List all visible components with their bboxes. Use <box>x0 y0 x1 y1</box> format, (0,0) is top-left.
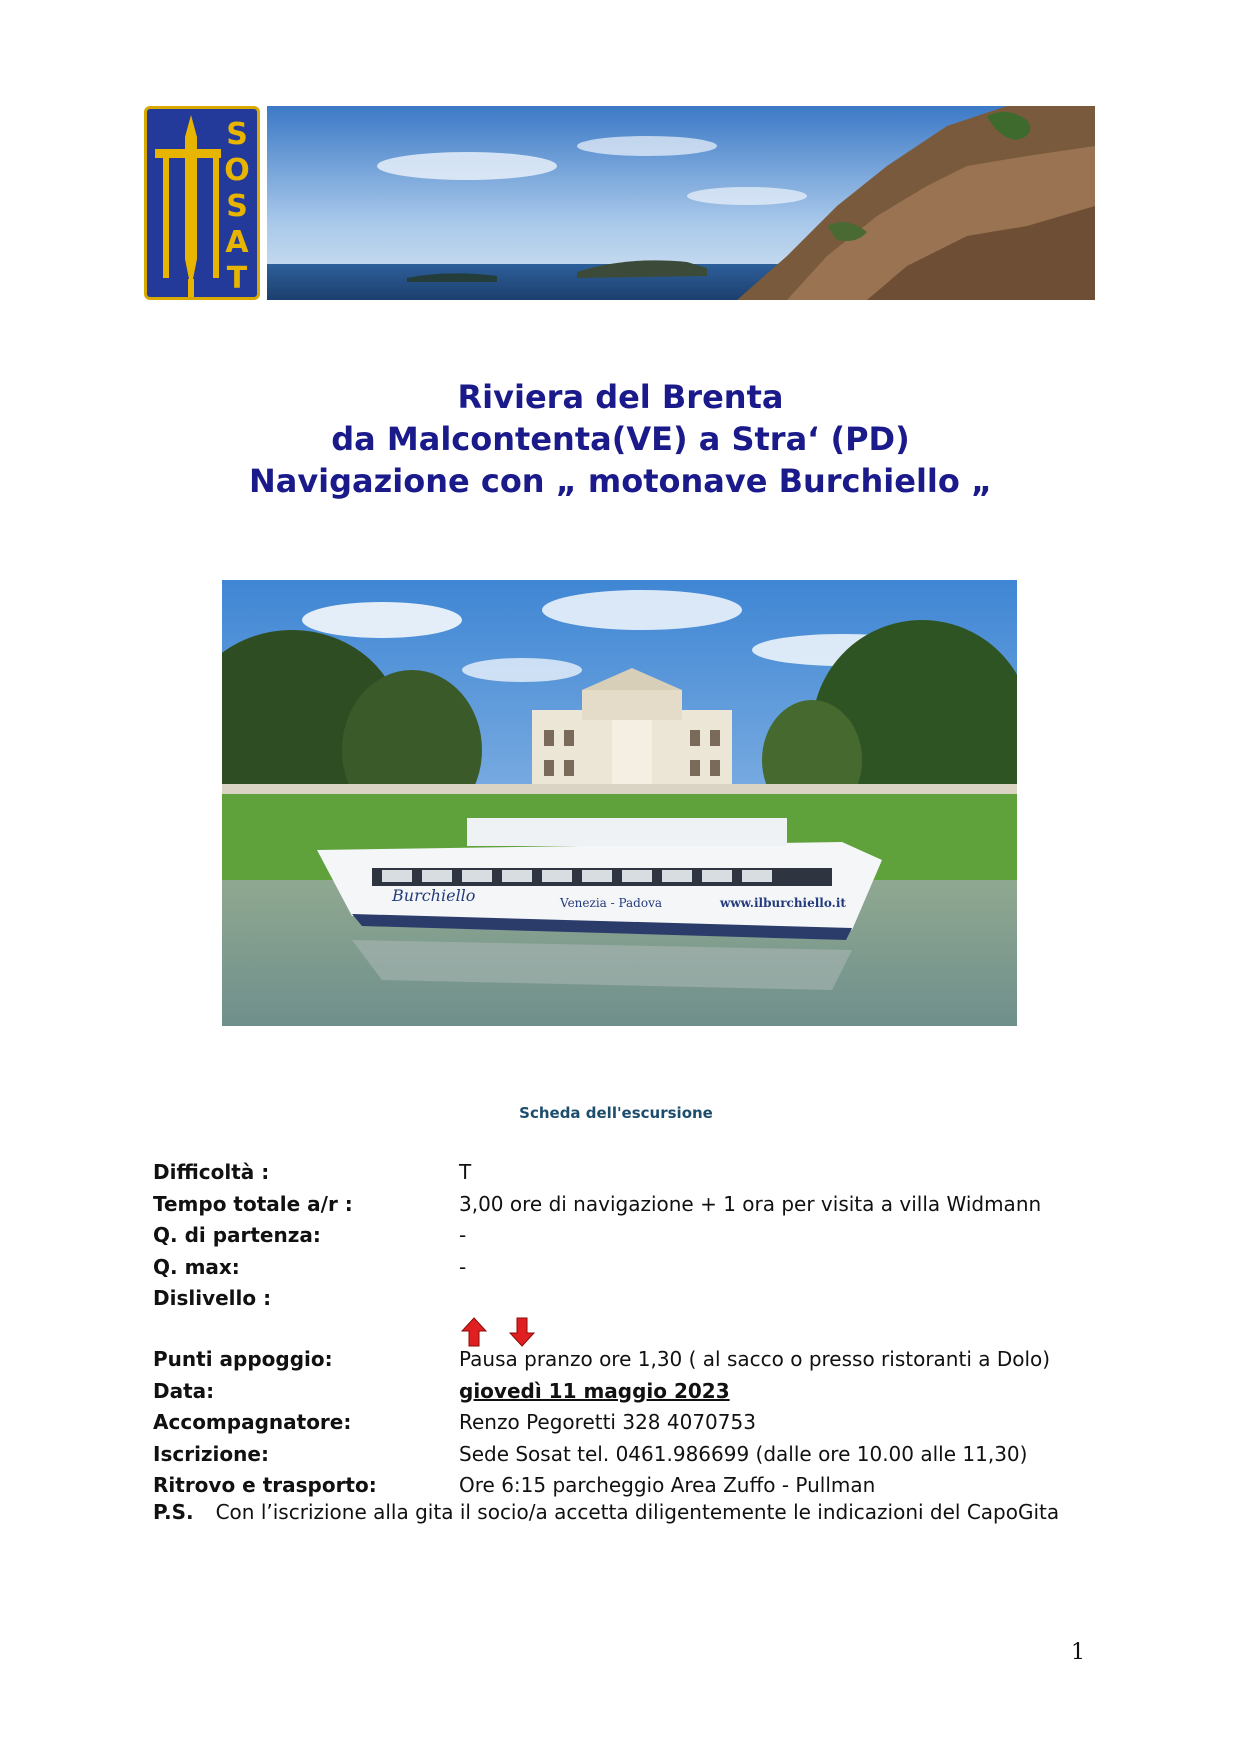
row-value: - <box>459 1254 467 1279</box>
row-label: Dislivello : <box>153 1286 272 1310</box>
schedule-row <box>153 1189 1153 1221</box>
row-label: Punti appoggio: <box>153 1347 333 1371</box>
schedule-row <box>153 1157 1153 1189</box>
row-value: Ore 6:15 parcheggio Area Zuffo - Pullman <box>459 1473 876 1497</box>
schedule-row <box>153 1283 1153 1344</box>
logo-letter: S <box>226 117 248 152</box>
logo-letter: T <box>226 261 248 296</box>
row-value: T <box>459 1160 472 1184</box>
row-value: Renzo Pegoretti 328 4070753 <box>459 1410 756 1434</box>
postscript <box>153 1500 1059 1524</box>
schedule-row <box>153 1252 1153 1284</box>
row-label: Iscrizione: <box>153 1441 269 1466</box>
schedule-row <box>153 1220 1153 1252</box>
logo-letter: S <box>226 189 248 224</box>
logo-letter: O <box>224 153 250 188</box>
row-label: Q. max: <box>153 1254 240 1279</box>
row-value: Pausa pranzo ore 1,30 ( al sacco o presso ristoranti a Dolo) <box>459 1347 1051 1371</box>
ps-text: Con l’iscrizione alla gita il socio/a accetta diligentemente le indicazioni del CapoGita <box>215 1500 1060 1524</box>
schedule-row <box>153 1407 1153 1439</box>
elevation-arrows <box>461 1317 535 1347</box>
page-number: 1 <box>1071 1640 1085 1665</box>
boat-route: Venezia - Padova <box>560 896 663 910</box>
row-label: Q. di partenza: <box>153 1223 321 1247</box>
schedule-row <box>153 1470 1153 1502</box>
schedule-row <box>153 1376 1153 1408</box>
sosat-logo <box>144 106 260 300</box>
title-line: Navigazione con „ motonave Burchiello „ <box>248 462 993 500</box>
row-label: Ritrovo e trasporto: <box>153 1473 377 1497</box>
row-value-date: giovedì 11 maggio 2023 <box>459 1378 730 1403</box>
header-banner-image <box>267 106 1095 300</box>
schedule-row <box>153 1439 1153 1471</box>
villa-boat-photo <box>222 580 1017 1026</box>
title-line: Riviera del Brenta <box>457 378 784 416</box>
row-label: Data: <box>153 1378 215 1403</box>
schedule-row <box>153 1344 1153 1376</box>
boat-name: Burchiello <box>392 886 476 905</box>
row-label: Difficoltà : <box>153 1160 270 1184</box>
row-value: 3,00 ore di navigazione + 1 ora per visita a villa Widmann <box>459 1191 1042 1216</box>
page-title <box>0 376 1241 502</box>
ps-label: P.S. <box>153 1500 194 1524</box>
logo-letter: A <box>225 225 249 260</box>
title-line: da Malcontenta(VE) a Stra‘ (PD) <box>331 420 910 458</box>
row-label: Accompagnatore: <box>153 1410 352 1434</box>
arrow-down-icon <box>509 1317 535 1347</box>
schedule-subtitle: Scheda dell'escursione <box>519 1104 713 1122</box>
schedule-table <box>153 1157 1153 1502</box>
row-label: Tempo totale a/r : <box>153 1191 353 1216</box>
row-value: - <box>459 1223 467 1247</box>
arrow-up-icon <box>461 1317 487 1347</box>
boat-url: www.ilburchiello.it <box>720 896 846 910</box>
row-value: Sede Sosat tel. 0461.986699 (dalle ore 10.00 alle 11,30) <box>459 1441 1028 1466</box>
